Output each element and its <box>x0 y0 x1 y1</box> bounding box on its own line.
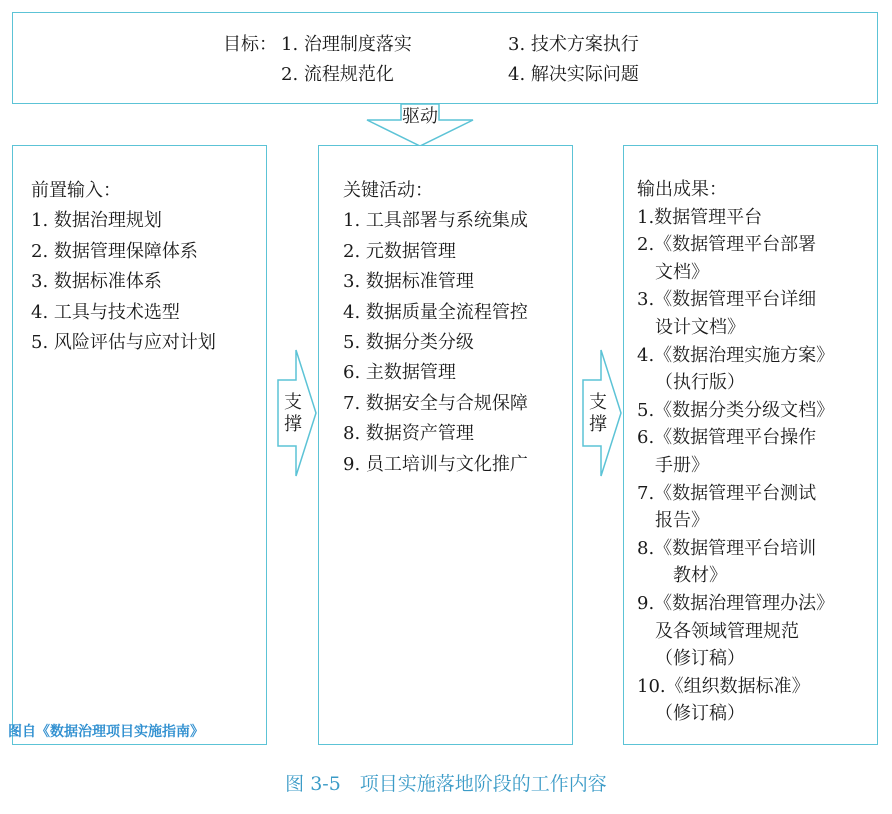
input-item: 2. 数据管理保障体系 <box>31 240 198 262</box>
support-label-1: 支 撑 <box>284 392 302 435</box>
figure-caption: 图 3-5 项目实施落地阶段的工作内容 <box>285 773 607 795</box>
output-item: 2.《数据管理平台部署 <box>637 234 817 256</box>
activity-item: 8. 数据资产管理 <box>343 423 474 445</box>
output-item: 10.《组织数据标准》 <box>637 675 810 697</box>
output-list <box>624 176 877 728</box>
input-item: 4. 工具与技术选型 <box>31 301 180 323</box>
input-title: 前置输入： <box>31 180 121 201</box>
activity-item: 6. 主数据管理 <box>343 362 456 384</box>
input-box <box>12 145 267 745</box>
goal-item-2: 2. 流程规范化 <box>281 64 394 85</box>
output-item: （修订稿） <box>655 648 745 670</box>
activity-item: 2. 元数据管理 <box>343 240 456 262</box>
activity-box <box>318 145 573 745</box>
activity-item: 9. 员工培训与文化推广 <box>343 453 528 475</box>
activity-list <box>319 176 572 480</box>
output-item: （修订稿） <box>655 703 745 725</box>
output-item: 3.《数据管理平台详细 <box>637 289 817 311</box>
goal-label: 目标： <box>223 34 277 55</box>
activity-item: 7. 数据安全与合规保障 <box>343 392 528 414</box>
activity-item: 4. 数据质量全流程管控 <box>343 301 528 323</box>
output-title: 输出成果： <box>637 179 727 200</box>
output-item: （执行版） <box>655 372 745 394</box>
output-item: 1.数据管理平台 <box>637 206 763 228</box>
input-item: 1. 数据治理规划 <box>31 210 162 232</box>
output-box <box>623 145 878 745</box>
input-list <box>13 176 266 358</box>
output-item: 报告》 <box>655 510 709 532</box>
output-item: 5.《数据分类分级文档》 <box>637 399 835 421</box>
output-item: 设计文档》 <box>655 316 745 338</box>
output-item: 8.《数据管理平台培训 <box>637 537 817 559</box>
goal-item-4: 4. 解决实际问题 <box>508 64 639 85</box>
drive-label: 驱动 <box>402 106 438 127</box>
output-item: 及各领域管理规范 <box>655 620 799 642</box>
activity-item: 3. 数据标准管理 <box>343 271 474 293</box>
output-item: 9.《数据治理管理办法》 <box>637 592 835 614</box>
goal-item-1: 1. 治理制度落实 <box>281 34 412 55</box>
input-item: 5. 风险评估与应对计划 <box>31 332 216 354</box>
activity-item: 1. 工具部署与系统集成 <box>343 210 528 232</box>
image-credit: 图自《数据治理项目实施指南》 <box>8 724 204 740</box>
activity-title: 关键活动： <box>343 180 433 201</box>
output-item: 4.《数据治理实施方案》 <box>637 344 835 366</box>
output-item: 文档》 <box>655 261 709 283</box>
output-item: 7.《数据管理平台测试 <box>637 482 817 504</box>
output-item: 教材》 <box>673 565 727 587</box>
input-item: 3. 数据标准体系 <box>31 271 162 293</box>
goal-item-3: 3. 技术方案执行 <box>508 34 639 55</box>
support-label-2: 支 撑 <box>589 392 607 435</box>
output-item: 6.《数据管理平台操作 <box>637 427 817 449</box>
output-item: 手册》 <box>655 454 709 476</box>
activity-item: 5. 数据分类分级 <box>343 332 474 354</box>
